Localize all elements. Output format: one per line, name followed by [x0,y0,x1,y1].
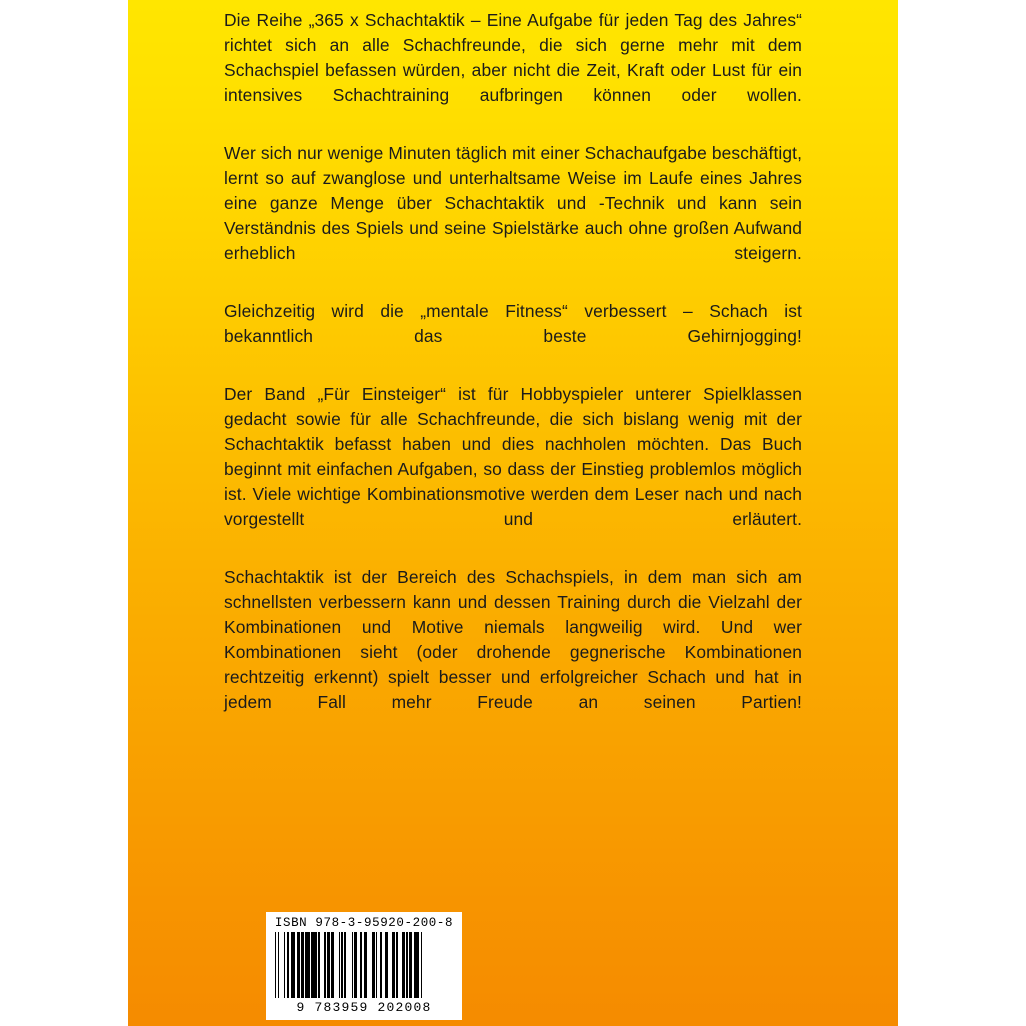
barcode-bars [275,932,453,998]
paragraph-4: Der Band „Für Einsteiger“ ist für Hobbyspieler unterer Spielklassen gedacht sowie für alle Schachfreunde, die sich bislang wenig mit der Schachtaktik befasst haben und dies nachholen möchten. Das Buch beginnt mit einfachen Aufgaben, so dass der Einstieg problemlos möglich ist. Viele wichtige Kombinationsmotive werden dem Leser nach und nach vorgestellt und erläutert. [224,384,802,529]
book-back-cover [128,0,898,1026]
paragraph-1: Die Reihe „365 x Schachtaktik – Eine Aufgabe für jeden Tag des Jahres“ richtet sich an alle Schachfreunde, die sich gerne mehr mit dem Schachspiel befassen würden, aber nicht die Zeit, Kraft oder Lust für ein intensives Schachtraining aufbringen können oder wollen. [224,10,802,105]
paragraph-5: Schachtaktik ist der Bereich des Schachspiels, in dem man sich am schnellsten verbessern kann und dessen Training durch die Vielzahl der Kombinationen und Motive niemals langweilig wird. Und wer Kombinationen sieht (oder drohende gegnerische Kombinationen rechtzeitig erkennt) spielt besser und erfolgreicher Schach und hat in jedem Fall mehr Freude an seinen Partien! [224,567,802,712]
blurb-text [224,8,802,740]
ean-digits: 9 783959 202008 [296,1000,432,1015]
isbn-barcode [266,912,462,1020]
paragraph-2: Wer sich nur wenige Minuten täglich mit einer Schachaufgabe beschäftigt, lernt so auf zwanglose und unterhaltsame Weise im Laufe eines Jahres eine ganze Menge über Schachtaktik und -Technik und kann sein Verständnis des Spiels und seine Spielstärke auch ohne großen Aufwand erheblich steigern. [224,143,802,263]
paragraph-3: Gleichzeitig wird die „mentale Fitness“ verbessert – Schach ist bekanntlich das beste Gehirnjogging! [224,301,802,346]
isbn-label: ISBN 978-3-95920-200-8 [274,916,454,930]
